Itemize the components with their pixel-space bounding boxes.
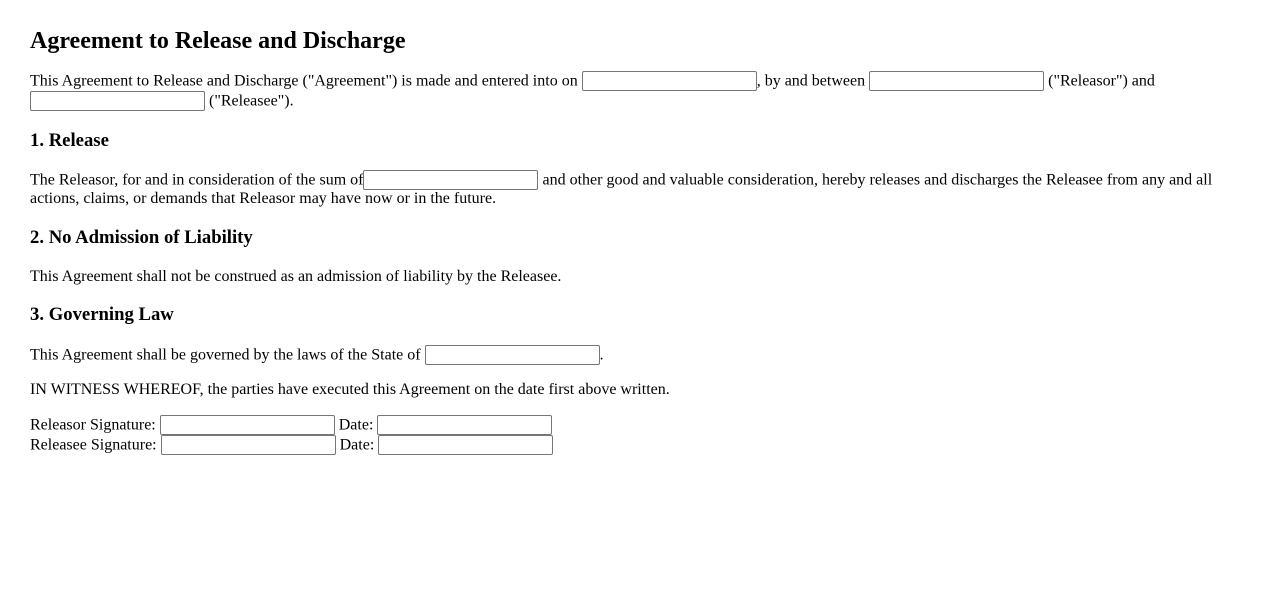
section-3-paragraph <box>30 345 1248 365</box>
section-3-text-before: This Agreement shall be governed by the laws of the State of <box>30 346 421 364</box>
releasee-date-input[interactable] <box>378 435 553 455</box>
releasor-signature-label: Releasor Signature: <box>30 416 156 434</box>
intro-paragraph <box>30 71 1248 111</box>
intro-text-1: This Agreement to Release and Discharge ("Agreement") is made and entered into on <box>30 72 578 90</box>
releasee-name-input[interactable] <box>30 91 205 111</box>
section-2-paragraph: This Agreement shall not be construed as an admission of liability by the Releasee. <box>30 267 562 285</box>
section-1-heading: 1. Release <box>30 129 109 151</box>
section-3-heading: 3. Governing Law <box>30 304 174 326</box>
signature-block <box>30 415 1248 455</box>
witness-clause: IN WITNESS WHEREOF, the parties have executed this Agreement on the date first above written. <box>30 381 670 399</box>
intro-text-4: ("Releasee"). <box>209 92 294 110</box>
releasee-signature-label: Releasee Signature: <box>30 436 157 454</box>
releasor-date-label: Date: <box>338 416 374 434</box>
page-title: Agreement to Release and Discharge <box>30 28 406 54</box>
releasor-date-input[interactable] <box>377 415 552 435</box>
releasee-signature-input[interactable] <box>161 435 336 455</box>
intro-text-3: ("Releasor") and <box>1048 72 1155 90</box>
agreement-date-input[interactable] <box>582 71 757 91</box>
section-1-paragraph <box>30 170 1248 208</box>
section-1-text-after: and other good and valuable consideration, hereby releases and discharges the Releasee from any and all actions, claims, or demands that Releasor may have now or in the future. <box>30 171 1213 208</box>
section-1-text-before: The Releasor, for and in consideration of the sum of <box>30 171 364 189</box>
intro-text-2: , by and between <box>756 72 866 90</box>
consideration-sum-input[interactable] <box>363 170 538 190</box>
releasor-signature-input[interactable] <box>160 415 335 435</box>
releasor-name-input[interactable] <box>869 71 1044 91</box>
governing-state-input[interactable] <box>425 345 600 365</box>
section-2-heading: 2. No Admission of Liability <box>30 227 253 249</box>
releasee-date-label: Date: <box>339 436 375 454</box>
section-3-text-after: . <box>599 346 604 364</box>
